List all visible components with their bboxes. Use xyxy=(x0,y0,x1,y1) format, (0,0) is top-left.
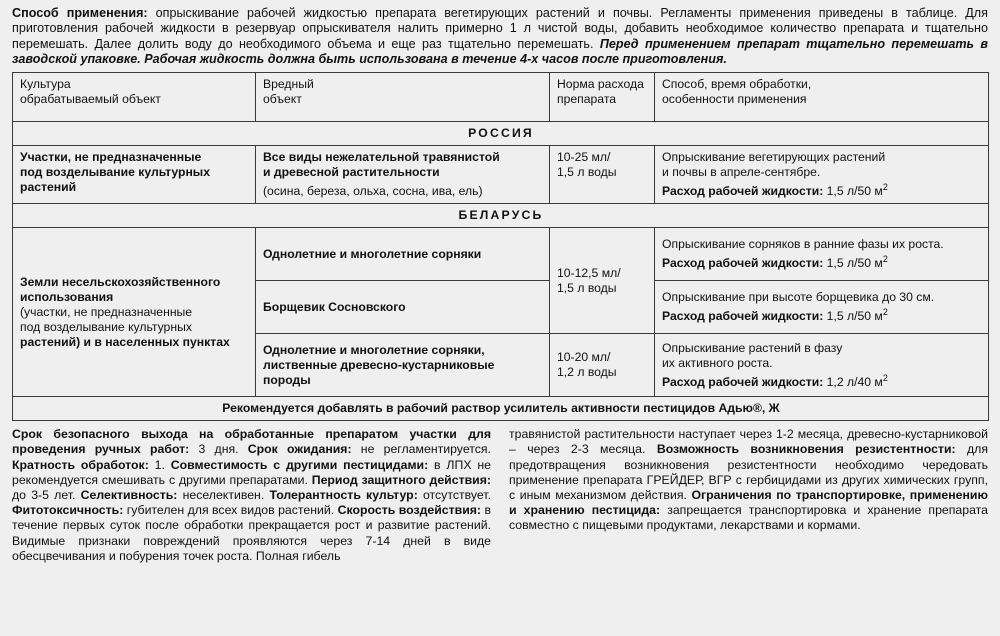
method-line2 xyxy=(662,305,982,324)
rate-line2: 1,5 л воды xyxy=(557,165,617,180)
cell-pest-russia xyxy=(256,146,550,204)
label-compatibility: Совместимость с другими пестицидами: xyxy=(170,457,429,472)
culture-line3: (участки, не предназначенные xyxy=(20,304,193,319)
header-culture-line1: Культура xyxy=(20,77,71,92)
footer-column-left xyxy=(12,427,491,564)
country-row-russia xyxy=(13,122,989,146)
method-rate-label: Расход рабочей жидкости: xyxy=(662,309,824,324)
header-pest-line1: Вредный xyxy=(263,77,314,92)
country-label-belarus: БЕЛАРУСЬ xyxy=(13,204,989,228)
text-treatment-count: 1. xyxy=(148,457,171,472)
text-safe-exit: 3 дня. xyxy=(189,442,248,457)
label-protection-period: Период защитного действия: xyxy=(311,472,491,487)
header-rate xyxy=(550,73,655,122)
header-pest xyxy=(256,73,550,122)
culture-line1: Участки, не предназначенные xyxy=(20,150,202,165)
label-safe-exit: Срок безопасного выхода на обработанные препаратом участки для проведения ручных работ: xyxy=(12,427,491,457)
text-tolerance: отсутствует. xyxy=(417,488,491,503)
intro-emphasis: Перед применением препарат тщательно перемешать в заводской упаковке. Рабочая жидкость должна быть использована в течение 4-х часов после приготовления. xyxy=(12,36,989,66)
table-header-row xyxy=(13,73,989,122)
method-line1: Опрыскивание при высоте борщевика до 30 см. xyxy=(662,290,935,305)
pest-line1: Все виды нежелательной травянистой xyxy=(263,150,500,165)
header-method-line1: Способ, время обработки, xyxy=(662,77,812,92)
cell-pest-belarus-2 xyxy=(256,281,550,334)
culture-line4: под возделывание культурных xyxy=(20,319,192,334)
recommendation-row xyxy=(13,397,989,421)
method-rate-label: Расход рабочей жидкости: xyxy=(662,374,824,389)
header-culture-line2: обрабатываемый объект xyxy=(20,92,161,107)
culture-line2: использования xyxy=(20,289,114,304)
label-tolerance: Толерантность культур: xyxy=(269,488,418,503)
method-line1: Опрыскивание вегетирующих растений xyxy=(662,150,886,165)
cell-culture-belarus xyxy=(13,228,256,397)
country-row-belarus xyxy=(13,204,989,228)
method-line1: Опрыскивание растений в фазу xyxy=(662,340,843,355)
text-phytotoxicity: губителен для всех видов растений. xyxy=(123,503,338,518)
country-label-russia: РОССИЯ xyxy=(13,122,989,146)
method-rate-label: Расход рабочей жидкости: xyxy=(662,184,824,199)
method-line2: их активного роста. xyxy=(662,355,773,370)
label-selectivity: Селективность: xyxy=(80,488,178,503)
text-waiting-period: не регламентируется. xyxy=(351,442,491,457)
method-rate-value: 1,2 л/40 м xyxy=(823,374,883,389)
pest-line3: (осина, береза, ольха, сосна, ива, ель) xyxy=(263,184,483,199)
cell-culture-russia xyxy=(13,146,256,204)
pest-line1: Однолетние и многолетние сорняки, xyxy=(263,342,485,357)
culture-line3: растений xyxy=(20,180,77,195)
cell-rate-belarus-3 xyxy=(550,334,655,397)
method-rate-value: 1,5 л/50 м xyxy=(823,184,883,199)
method-rate-value: 1,5 л/50 м xyxy=(823,256,883,271)
cell-pest-belarus-1 xyxy=(256,228,550,281)
text-resistance: для предотвращения возникновения резистентности необходимо чередовать применение препарата ГРЕЙДЕР, ВГР с гербицидами из других химических групп, с иным механизмом действия. xyxy=(509,442,988,503)
cell-pest-belarus-3 xyxy=(256,334,550,397)
rate-line1: 10-12,5 мл/ xyxy=(557,265,621,280)
rate-line1: 10-20 мл/ xyxy=(557,350,611,365)
header-rate-line2: препарата xyxy=(557,92,617,107)
cell-rate-russia xyxy=(550,146,655,204)
method-rate-sup: 2 xyxy=(882,307,888,318)
label-action-speed: Скорость воздействия: xyxy=(337,503,482,518)
intro-text: опрыскивание рабочей жидкостью препарата вегетирующих растений и почвы. Регламенты применения приведены в таблице. Для приготовления рабочей жидкости в резервуар опрыскивателя налить примерно 1 л чистой воды, добавить необходимое количество препарата и тщательно перемешать. Далее долить воду до необходимого объема и еще раз тщательно перемешать. xyxy=(12,6,988,51)
label-resistance: Возможность возникновения резистентности: xyxy=(656,442,956,457)
cell-method-russia xyxy=(655,146,989,204)
culture-line5 xyxy=(20,335,249,350)
cell-method-belarus-2 xyxy=(655,281,989,334)
text-protection-period: до 3-5 лет. xyxy=(12,488,81,503)
footer-column-right xyxy=(509,427,988,564)
text-action-speed: в течение первых суток после обработки прекращается рост и развитие растений. Видимые признаки повреждений проявляются через 7-14 дней в виде обесцвечивания и побурения точек роста. Полная гибель xyxy=(12,503,491,563)
method-line3 xyxy=(662,180,982,199)
culture-line1: Земли несельскохозяйственного xyxy=(20,274,221,289)
intro-lead-label: Способ применения: xyxy=(12,6,148,20)
cell-method-belarus-3 xyxy=(655,334,989,397)
cell-rate-belarus-1 xyxy=(550,228,655,334)
pest-line2: и древесной растительности xyxy=(263,165,440,180)
label-waiting-period: Срок ожидания: xyxy=(247,442,352,457)
text-compatibility: в ЛПХ не рекомендуется смешивать с другими препаратами. xyxy=(12,457,492,487)
label-transport-limits: Ограничения по транспортировке, применению и хранению пестицида: xyxy=(509,488,988,518)
text-selectivity: неселективен. xyxy=(177,488,270,503)
header-pest-line2: объект xyxy=(263,92,302,107)
recommendation-text: Рекомендуется добавлять в рабочий раствор усилитель активности пестицидов Адью®, Ж xyxy=(13,397,989,421)
header-culture xyxy=(13,73,256,122)
table-row xyxy=(13,228,989,281)
method-rate-value: 1,5 л/50 м xyxy=(823,309,883,324)
application-table xyxy=(12,72,989,421)
method-rate-sup: 2 xyxy=(882,182,888,193)
label-phytotoxicity: Фитотоксичность: xyxy=(12,503,124,518)
text-transport-limits: запрещается транспортировка и хранение препарата совместно с пищевыми продуктами, лекарствами и кормами. xyxy=(509,503,988,533)
pest-line3: породы xyxy=(263,372,311,387)
method-line1: Опрыскивание сорняков в ранние фазы их роста. xyxy=(662,237,944,252)
method-rate-label: Расход рабочей жидкости: xyxy=(662,256,824,271)
cell-method-belarus-1 xyxy=(655,228,989,281)
pest-text: Борщевик Сосновского xyxy=(263,299,406,314)
pest-text: Однолетние и многолетние сорняки xyxy=(263,246,482,261)
table-row xyxy=(13,146,989,204)
footer-notes xyxy=(12,427,988,564)
culture-line5-bold: растений) и в населенных пунктах xyxy=(20,334,230,349)
rate-line2: 1,2 л воды xyxy=(557,365,617,380)
header-method xyxy=(655,73,989,122)
culture-line2: под возделывание культурных xyxy=(20,165,210,180)
pest-line2: лиственные древесно-кустарниковые xyxy=(263,357,495,372)
method-rate-sup: 2 xyxy=(882,372,888,383)
rate-line2: 1,5 л воды xyxy=(557,280,617,295)
method-line2 xyxy=(662,252,982,271)
text-action-speed-cont: травянистой растительности наступает через 1-2 месяца, древесно-кустарниковой – через 2-3 месяца. xyxy=(509,427,988,457)
header-method-line2: особенности применения xyxy=(662,92,807,107)
method-line3 xyxy=(662,371,982,390)
rate-line1: 10-25 мл/ xyxy=(557,150,611,165)
method-rate-sup: 2 xyxy=(882,254,888,265)
method-line2: и почвы в апреле-сентябре. xyxy=(662,165,821,180)
label-treatment-count: Кратность обработок: xyxy=(12,457,149,472)
intro-paragraph xyxy=(12,6,988,67)
header-rate-line1: Норма расхода xyxy=(557,77,644,92)
